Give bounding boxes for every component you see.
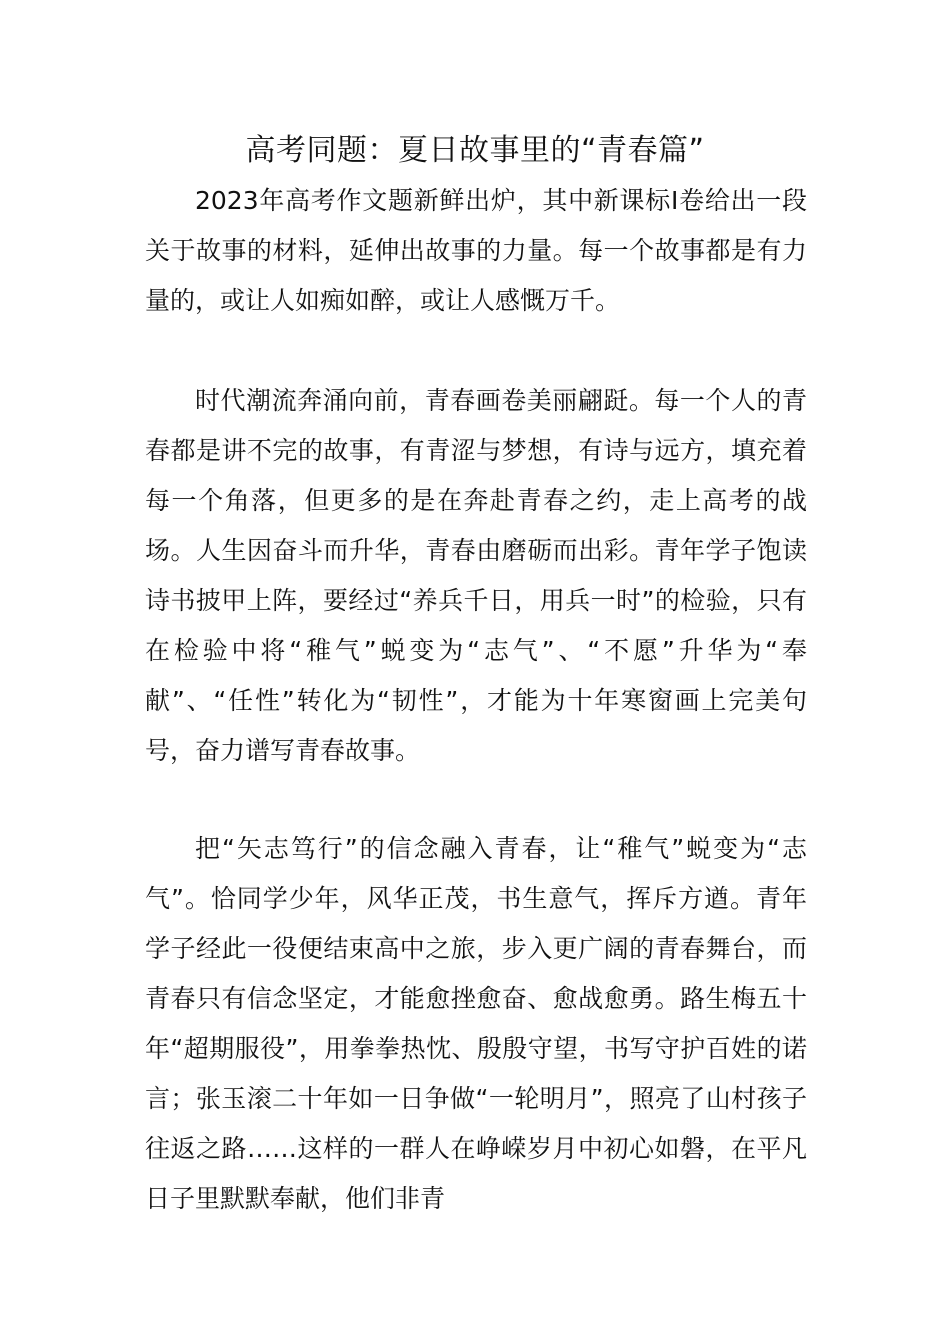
paragraph-1: 2023年高考作文题新鲜出炉，其中新课标Ⅰ卷给出一段关于故事的材料，延伸出故事的力量。每一个故事都是有力量的，或让人如痴如醉，或让人感慨万千。: [145, 186, 807, 315]
paragraph-3: 把“矢志笃行”的信念融入青春，让“稚气”蜕变为“志气”。恰同学少年，风华正茂，书生意气，挥斥方遒。青年学子经此一役便结束高中之旅，步入更广阔的青春舞台，而青春只有信念坚定，才能愈挫愈奋、愈战愈勇。路生梅五十年“超期服役”，用拳拳热忱、殷殷守望，书写守护百姓的诺言；张玉滚二十年如一日争做“一轮明月”，照亮了山村孩子往返之路……这样的一群人在峥嵘岁月中初心如磐，在平凡日子里默默奉献，他们非青: [145, 834, 807, 1213]
paragraph-2: 时代潮流奔涌向前，青春画卷美丽翩跹。每一个人的青春都是讲不完的故事，有青涩与梦想，有诗与远方，填充着每一个角落，但更多的是在奔赴青春之约，走上高考的战场。人生因奋斗而升华，青春由磨砺而出彩。青年学子饱读诗书披甲上阵，要经过“养兵千日，用兵一时”的检验，只有在检验中将“稚气”蜕变为“志气”、“不愿”升华为“奉献”、“任性”转化为“韧性”，才能为十年寒窗画上完美句号，奋力谱写青春故事。: [145, 386, 807, 765]
document-title: 高考同题：夏日故事里的“青春篇”: [245, 133, 705, 168]
